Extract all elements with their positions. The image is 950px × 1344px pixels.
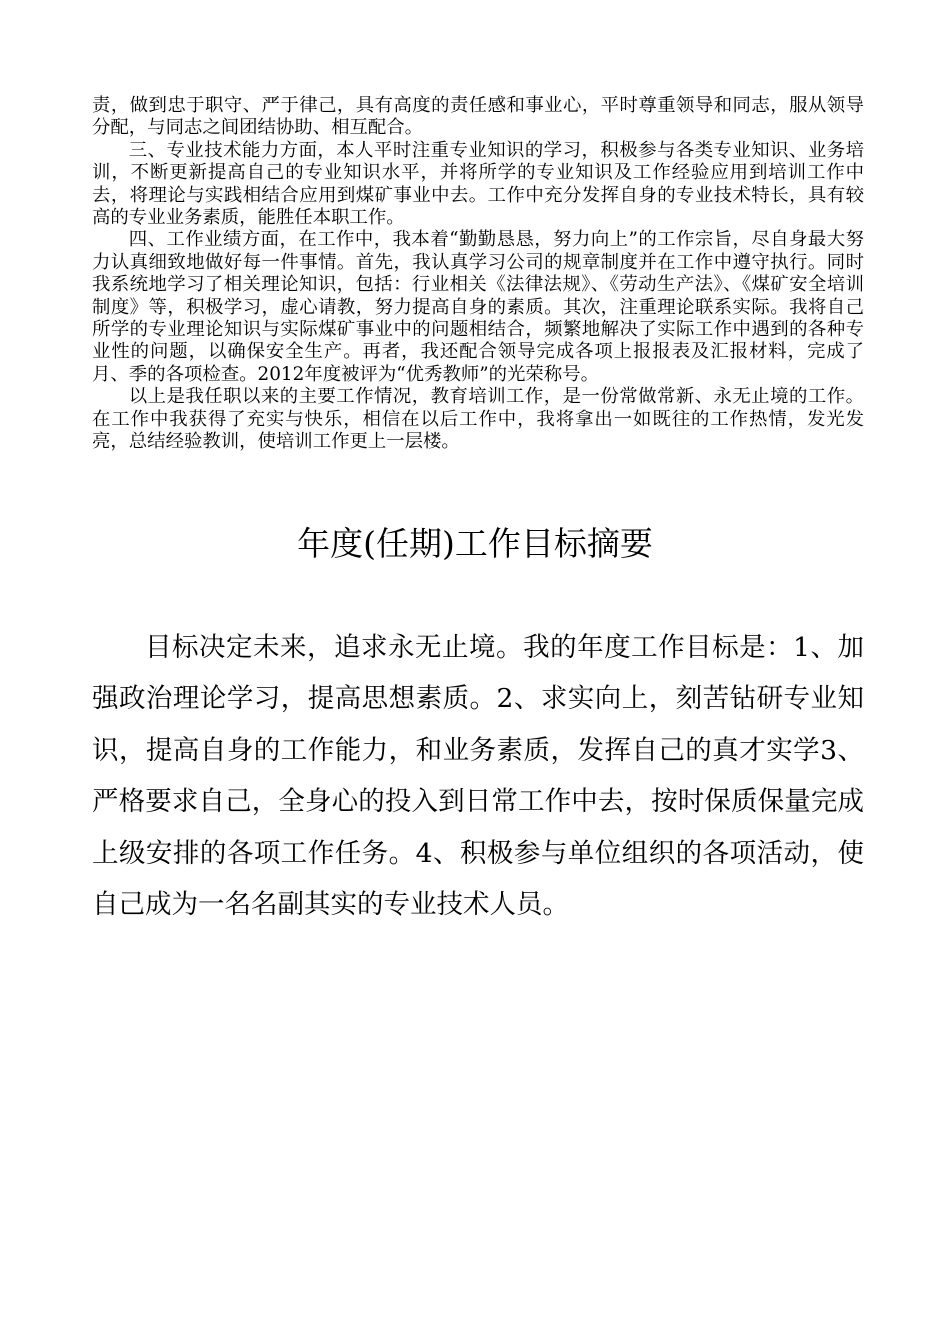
paragraph-work-performance: 四、工作业绩方面，在工作中，我本着“勤勤恳恳，努力向上”的工作宗旨，尽自身最大努力认真细致地做好每一件事情。首先，我认真学习公司的规章制度并在工作中遵守执行。同时我系统地学习了相关理论知识，包括：行业相关《法律法规》、《劳动生产法》、《煤矿安全培训制度》等，积极学习，虚心请教，努力提高自身的素质。其次，注重理论联系实际。我将自己所学的专业理论知识与实际煤矿事业中的问题相结合，频繁地解决了实际工作中遇到的各种专业性的问题，以确保安全生产。再者，我还配合领导完成各项上报报表及汇报材料，完成了月、季的各项检查。2012年度被评为“优秀教师”的光荣称号。 (92, 229, 864, 385)
paragraph-continuation: 责，做到忠于职守、严于律己，具有高度的责任感和事业心，平时尊重领导和同志，服从领导分配，与同志之间团结协助、相互配合。 (92, 95, 864, 139)
goals-paragraph: 目标决定未来，追求永无止境。我的年度工作目标是：1、加强政治理论学习，提高思想素质。2、求实向上，刻苦钻研专业知识，提高自身的工作能力，和业务素质，发挥自己的真才实学3、严格要求自己，全身心的投入到日常工作中去，按时保质保量完成上级安排的各项工作任务。4、积极参与单位组织的各项活动，使自己成为一名名副其实的专业技术人员。 (92, 632, 864, 921)
section-title: 年度(任期)工作目标摘要 (297, 524, 653, 563)
body-text-block (92, 95, 864, 454)
paragraph-technical-ability: 三、专业技术能力方面，本人平时注重专业知识的学习，积极参与各类专业知识、业务培训，不断更新提高自己的专业知识水平，并将所学的专业知识及工作经验应用到培训工作中去，将理论与实践相结合应用到煤矿事业中去。工作中充分发挥自身的专业技术特长，具有较高的专业业务素质，能胜任本职工作。 (92, 139, 864, 229)
paragraph-summary: 以上是我任职以来的主要工作情况，教育培训工作，是一份常做常新、永无止境的工作。在工作中我获得了充实与快乐，相信在以后工作中，我将拿出一如既往的工作热情，发光发亮，总结经验教训，使培训工作更上一层楼。 (92, 386, 864, 453)
